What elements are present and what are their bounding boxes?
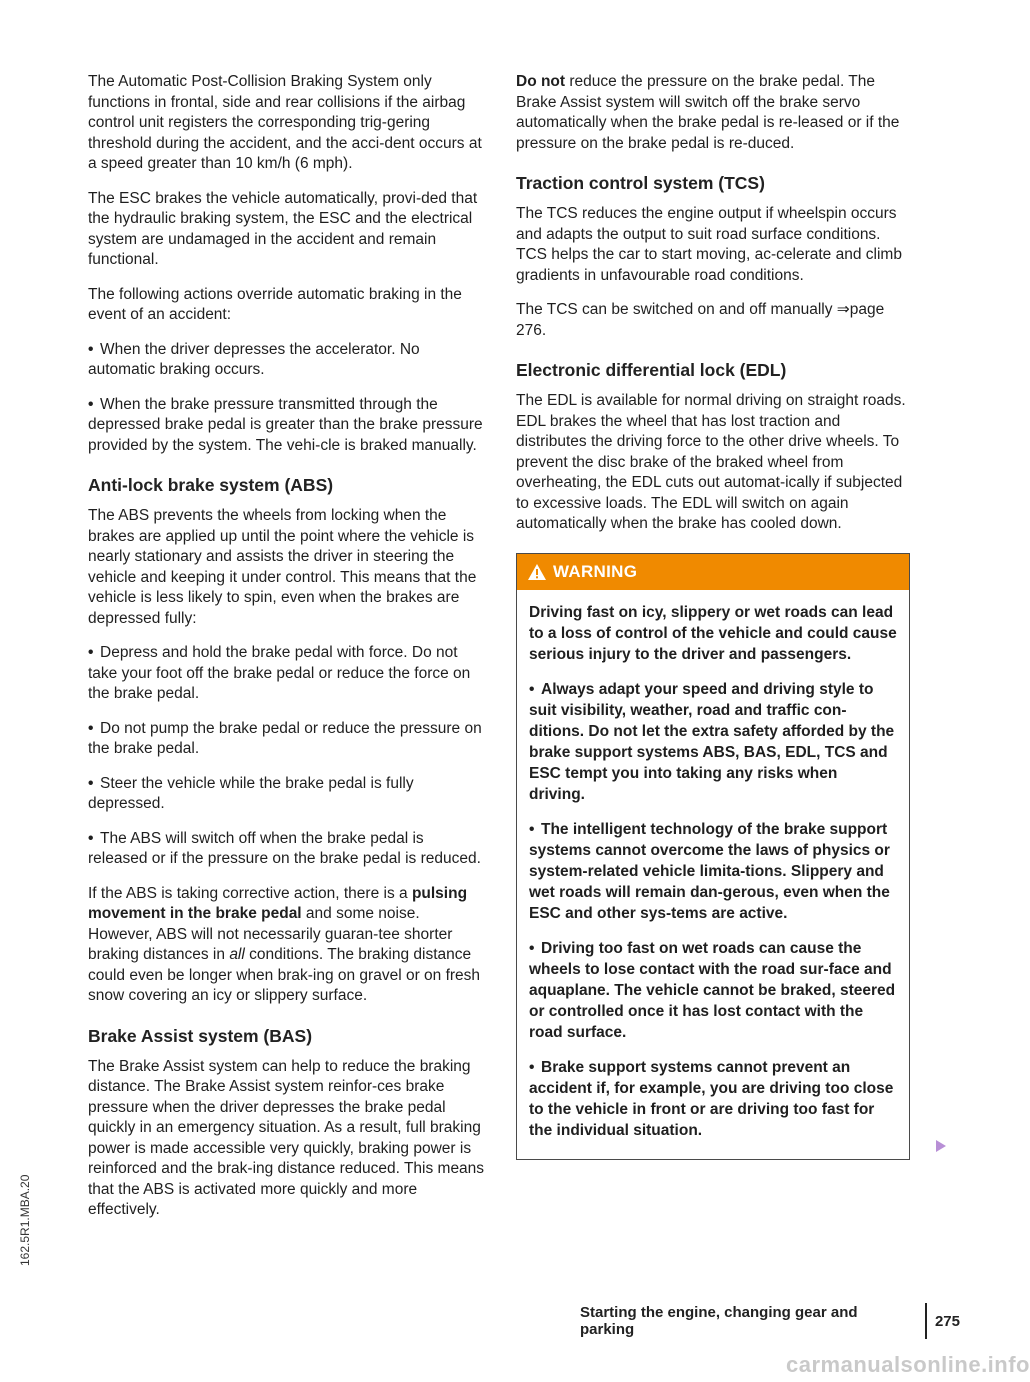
paragraph — [516, 72, 914, 154]
watermark: carmanualsonline.info — [786, 1352, 1030, 1377]
paragraph: The EDL is available for normal driving on straight roads. EDL brakes the wheel that has lost traction and distributes the driving force to the other drive wheels. To prevent the disc brake of the braked wheel from overheating, the EDL cuts out automat-ically if subjected to excessive loads. The EDL will switch on again automatically when the brake has cooled down. — [516, 392, 906, 532]
bullet-item — [88, 829, 486, 870]
paragraph: The TCS reduces the engine output if wheelspin occurs and adapts the output to suit road surface conditions. TCS helps the car to start moving, ac-celerate and climb gradients in unfavourable road conditions. — [516, 205, 902, 284]
warning-bullet — [529, 938, 897, 1043]
paragraph: The following actions override automatic braking in the event of an accident: — [88, 285, 462, 323]
paragraph: The TCS can be switched on and off manually ⇒page 276. — [516, 301, 885, 339]
warning-box — [516, 553, 910, 1160]
section-heading-edl: Electronic differential lock (EDL) — [516, 360, 787, 380]
warning-bullet — [529, 819, 897, 924]
bullet-text: Steer the vehicle while the brake pedal is fully depressed. — [88, 774, 414, 812]
paragraph: The Brake Assist system can help to reduce the braking distance. The Brake Assist system reinfor-ces brake pressure when the driver depresses the brake pedal quickly in an emergency situation. As a result, full braking power is made accessible very quickly, braking power is reinforced and the brak-ing distance reduced. This means that the ABS is activated more quickly and more effectively. — [88, 1057, 485, 1218]
footer-divider — [925, 1303, 927, 1339]
bullet-item — [88, 395, 486, 457]
bullet-text: When the brake pressure transmitted through the depressed brake pedal is greater than the brake pressure provided by the system. The vehi-cle is braked manually. — [88, 395, 483, 454]
bullet-icon: • — [88, 340, 94, 358]
page-footer — [580, 1303, 960, 1339]
bullet-icon: • — [529, 820, 535, 838]
bullet-icon: • — [529, 939, 535, 957]
paragraph: The ESC brakes the vehicle automatically, provi-ded that the hydraulic braking system, the ESC and the electrical system are undamaged in the accident and remain functional. — [88, 189, 478, 268]
bullet-icon: • — [529, 680, 535, 698]
bullet-item — [88, 774, 486, 815]
emphasis-text: Do not — [516, 73, 566, 90]
bullet-text: When the driver depresses the accelerator. No automatic braking occurs. — [88, 340, 420, 378]
warning-bullet-text: Always adapt your speed and driving style to suit visibility, weather, road and traffic con-ditions. Do not let the extra safety afforded by the brake support systems ABS, BAS, EDL, TCS and ESC tempt you into taking any risks when driving. — [529, 680, 895, 803]
bullet-item — [88, 643, 486, 705]
bullet-item — [88, 340, 486, 381]
warning-bullet-text: Driving too fast on wet roads can cause the wheels to lose contact with the road sur-face and aquaplane. The vehicle cannot be braked, steered or controlled once it has lost contact with the road surface. — [529, 939, 896, 1041]
bullet-icon: • — [88, 395, 94, 413]
warning-title: WARNING — [553, 561, 638, 581]
paragraph: The ABS prevents the wheels from locking when the brakes are applied up until the point where the vehicle is nearly stationary and assists the driver in steering the vehicle and keeping it under control. This means that the vehicle is less likely to spin, even when the brakes are depressed fully: — [88, 507, 477, 627]
warning-header — [517, 554, 909, 590]
text-run: and some noise. However, ABS will not necessarily guaran-tee shorter braking distances in — [88, 905, 453, 963]
warning-bullet — [529, 679, 897, 805]
warning-bullet — [529, 1057, 897, 1141]
continue-arrow-icon — [935, 1139, 947, 1153]
paragraph: The Automatic Post-Collision Braking System only functions in frontal, side and rear collisions if the airbag control unit registers the corresponding trig-gering threshold during the accident, and the acci-dent occurs at a speed greater than 10 km/h (6 mph). — [88, 73, 482, 172]
italic-text: all — [229, 946, 245, 963]
section-heading-tcs: Traction control system (TCS) — [516, 173, 765, 193]
bullet-text: The ABS will switch off when the brake pedal is released or if the pressure on the brake pedal is reduced. — [88, 829, 481, 867]
warning-text: Driving fast on icy, slippery or wet roads can lead to a loss of control of the vehicle and could cause serious injury to the driver and passengers. — [529, 603, 897, 663]
emphasis-text: pulsing movement in the brake pedal — [88, 884, 468, 922]
bullet-item — [88, 719, 486, 760]
warning-bullet-text: Brake support systems cannot prevent an accident if, for example, you are driving too close to the vehicle in front or are driving too fast for the individual situation. — [529, 1058, 894, 1139]
bullet-icon: • — [88, 719, 94, 737]
warning-body — [517, 590, 909, 1159]
warning-triangle-icon — [527, 563, 547, 581]
bullet-text: Do not pump the brake pedal or reduce the pressure on the brake pedal. — [88, 719, 482, 757]
right-column — [516, 72, 914, 1160]
footer-chapter-label: Starting the engine, changing gear and parking — [580, 1304, 858, 1338]
section-heading-bas: Brake Assist system (BAS) — [88, 1025, 313, 1046]
bullet-text: Depress and hold the brake pedal with force. Do not take your foot off the brake pedal or reduce the force on the brake pedal. — [88, 644, 471, 702]
bullet-icon: • — [88, 644, 94, 661]
section-heading-abs: Anti-lock brake system (ABS) — [88, 475, 334, 495]
bullet-icon: • — [529, 1058, 535, 1076]
text-run: If the ABS is taking corrective action, there is a — [88, 884, 412, 902]
left-column — [88, 72, 486, 1235]
page-number: 275 — [934, 1312, 960, 1330]
paragraph — [88, 884, 486, 1007]
text-run: conditions. The braking distance could even be longer when brak-ing on gravel or on fresh snow covering an icy or slippery surface. — [88, 946, 481, 1004]
warning-bullet-text: The intelligent technology of the brake support systems cannot overcome the laws of physics or system-related vehicle limita-tions. Slippery and wet roads will remain dan-gerous, even when the ESC and other sys-tems are active. — [529, 820, 890, 922]
text-run: reduce the pressure on the brake pedal. The Brake Assist system will switch off the brake servo automatically when the brake pedal is re-leased or if the pressure on the brake pedal is re-duced. — [516, 73, 900, 152]
bullet-icon: • — [88, 829, 94, 847]
document-code: 162.5R1.MBA.20 — [18, 1174, 32, 1266]
bullet-icon: • — [88, 774, 94, 792]
